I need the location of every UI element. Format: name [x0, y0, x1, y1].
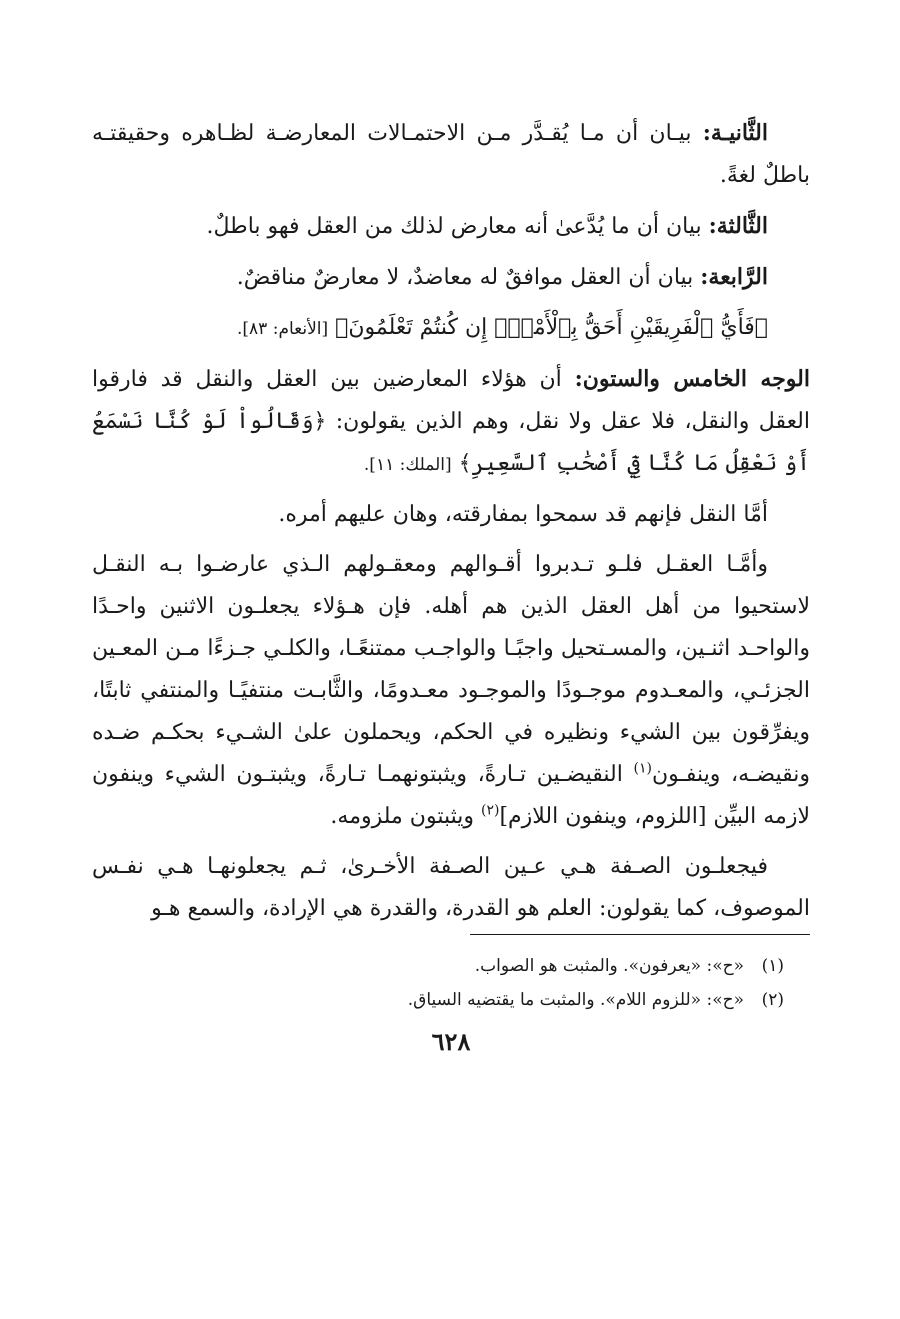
point-two-lead: الثَّانيـة:	[702, 120, 768, 146]
aql-part-3: ويثبتون ملزومه.	[330, 804, 481, 829]
footnote-2-number: (٢)	[761, 990, 784, 1010]
footnote-ref-2: (٢)	[480, 802, 500, 819]
aql-part-1: وأمَّـا العقـل فلـو تـدبروا أقـوالهم ومعقـولهم الـذي عارضـوا بـه النقـل لاستحيوا من أهل العقل الذين هم أهله. فإن هـؤلاء يجعلـون الاثنين واحـدًا والواحـد اثنـين، والمسـتحيل واجبًـا والواجـب ممتنعًـا، والكلـي جـزءًا مـن المعـين الجزئـي، والمعـدوم موجـودًا والموجـود معـدومًا، والثَّابـت منتفيًـا والمنتفي ثابتًا، ويفرِّقون بين الشيء ونظيره في الحكم، ويحملون علىٰ الشـيء بحكـم ضـده ونقيضـه، وينفـون	[92, 552, 810, 787]
point-three-text: بيان أن ما يُدَّعىٰ أنه معارض لذلك من العقل فهو باطلٌ.	[206, 214, 709, 239]
footnote-1-text: «ح»: «يعرفون». والمثبت هو الصواب.	[474, 956, 744, 976]
point-two	[92, 112, 810, 197]
aql-paragraph	[92, 544, 810, 838]
sifa-paragraph: فيجعلـون الصـفة هـي عـين الصـفة الأخـرىٰ، ثـم يجعلونهـا هـي نفـس الموصوف، كما يقولون: العلم هو القدرة، والقدرة هي الإرادة، والسمع هـو	[92, 854, 810, 921]
aql-part-2: النقيضـين تـارةً، ويثبتونهمـا تـارةً، ويثبتـون الشيء وينفون لازمه البيِّن [اللزوم، وينفون اللازم]	[92, 762, 810, 829]
point-four	[92, 256, 810, 299]
page-number: ٦٢٨	[431, 1027, 471, 1056]
footnote-2-text: «ح»: «للزوم اللام». والمثبت ما يقتضيه السياق.	[407, 990, 744, 1010]
verse-anam-ref: [الأنعام: ٨٣].	[237, 319, 329, 339]
section-65	[92, 358, 810, 486]
section-65-lead: الوجه الخامس والستون:	[574, 366, 810, 392]
footnote-separator-wrap	[92, 934, 810, 935]
verse-mulk-text: ﴿وَقَالُواْ لَوْ كُنَّا نَسْمَعُ أَوْ نَعْقِلُ مَا كُنَّا فِيٓ أَصْحَٰبِ ٱلسَّعِيرِ﴾	[92, 409, 810, 476]
naql-paragraph: أمَّا النقل فإنهم قد سمحوا بمفارقته، وهان عليهم أمره.	[278, 502, 768, 527]
section-65-text: أن هؤلاء المعارضين بين العقل والنقل قد فارقوا العقل والنقل، فلا عقل ولا نقل، وهم الذين يقولون:	[92, 367, 810, 434]
footnote-2	[92, 983, 784, 1017]
point-three-lead: الثَّالثة:	[708, 213, 768, 239]
point-four-lead: الرَّابعة:	[700, 264, 768, 290]
verse-mulk-ref: [الملك: ١١].	[363, 455, 452, 475]
point-three	[92, 205, 810, 248]
verse-anam-text: ﴿فَأَيُّ ٱلْفَرِيقَيْنِ أَحَقُّ بِٱلْأَمْنِۖ إِن كُنتُمْ تَعْلَمُونَ﴾	[335, 315, 768, 340]
footnote-1	[92, 949, 784, 983]
point-four-text: بيان أن العقل موافقٌ له معاضدٌ، لا معارضٌ مناقضٌ.	[236, 265, 701, 290]
footnote-separator	[470, 934, 810, 935]
point-two-text: بيـان أن مـا يُقـدَّر مـن الاحتمـالات المعارضـة لظـاهره وحقيقتـه باطلٌ لغةً.	[92, 121, 810, 188]
footnote-1-number: (١)	[761, 956, 784, 976]
footnote-ref-1: (١)	[633, 760, 652, 777]
verse-anam	[92, 307, 810, 350]
